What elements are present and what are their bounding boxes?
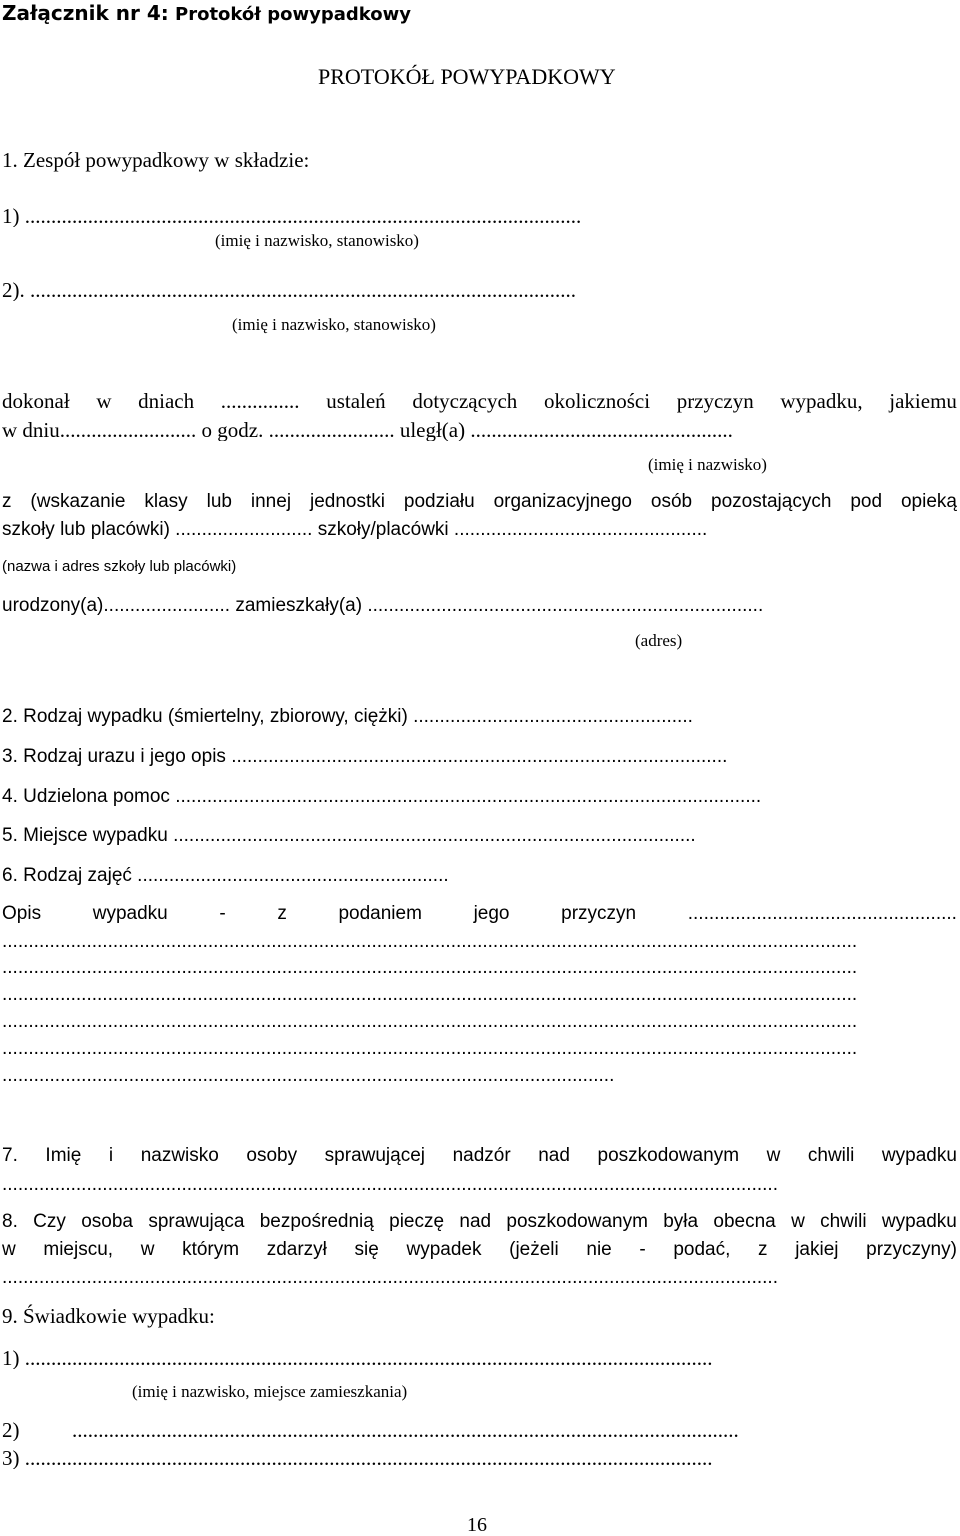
item-7-label: 7. Imię i nazwisko osoby sprawującej nadzór nad poszkodowanym w chwili wypadku xyxy=(2,1145,957,1166)
birth-address-field[interactable]: urodzony(a)........................ zamieszkały(a) ........................................................................... xyxy=(2,596,764,615)
description-label: Opis wypadku - z podaniem jego przyczyn ................................................... xyxy=(2,903,957,924)
witness-3-field[interactable]: 3) ................................................................................................................................... xyxy=(2,1448,713,1469)
team-member-1-caption: (imię i nazwisko, stanowisko) xyxy=(215,231,419,250)
page-number: 16 xyxy=(467,1514,487,1536)
victim-name-caption: (imię i nazwisko) xyxy=(648,455,767,474)
description-line[interactable]: .................................................................................................................... xyxy=(2,1066,615,1085)
description-line[interactable]: .................................................................................................................................................................. xyxy=(2,932,858,951)
accident-date-time-victim-field[interactable]: w dniu.......................... o godz. ........................ uległ(a) .................................................. xyxy=(2,420,733,441)
address-caption: (adres) xyxy=(635,631,683,650)
school-name-caption: (nazwa i adres szkoły lub placówki) xyxy=(2,558,237,575)
school-unit-field[interactable]: szkoły lub placówki) .......................... szkoły/placówki ................................................ xyxy=(2,520,708,539)
team-member-1-field[interactable]: 1) .......................................................................................................... xyxy=(2,206,582,227)
description-line[interactable]: .................................................................................................................................................................. xyxy=(2,958,858,977)
team-member-2-field[interactable]: 2). ........................................................................................................ xyxy=(2,280,576,301)
item-8-label-line-1: 8. Czy osoba sprawująca bezpośrednią pieczę nad poszkodowanym była obecna w chwili wypadku xyxy=(2,1211,957,1232)
body-line-1: dokonał w dniach ............... ustaleń dotyczących okoliczności przyczyn wypadku, jakiemu xyxy=(2,389,957,413)
supervisor-presence-field[interactable]: ................................................................................................................................................... xyxy=(2,1268,778,1287)
attachment-header xyxy=(2,3,411,24)
attachment-header-rest: Protokół powypadkowy xyxy=(168,4,411,25)
witness-1-caption: (imię i nazwisko, miejsce zamieszkania) xyxy=(132,1382,408,1401)
attachment-header-lead: Załącznik nr 4: xyxy=(2,1,169,25)
page-title: PROTOKÓŁ POWYPADKOWY xyxy=(318,64,616,89)
accident-type-field[interactable]: 2. Rodzaj wypadku (śmiertelny, zbiorowy, ciężki) ..................................................... xyxy=(2,707,693,726)
description-field-start[interactable]: ................................................... xyxy=(687,903,957,924)
witness-1-field[interactable]: 1) ................................................................................................................................... xyxy=(2,1348,713,1369)
description-line[interactable]: .................................................................................................................................................................. xyxy=(2,985,858,1004)
activity-type-field[interactable]: 6. Rodzaj zajęć ........................................................... xyxy=(2,866,449,885)
section-1-heading: 1. Zespół powypadkowy w składzie: xyxy=(2,148,310,172)
assistance-given-field[interactable]: 4. Udzielona pomoc ............................................................................................................... xyxy=(2,787,762,806)
accident-place-field[interactable]: 5. Miejsce wypadku ................................................................................................... xyxy=(2,826,696,845)
injury-type-field[interactable]: 3. Rodzaj urazu i jego opis .............................................................................................. xyxy=(2,747,728,766)
team-member-2-caption: (imię i nazwisko, stanowisko) xyxy=(232,315,436,334)
item-8-label-line-2: w miejscu, w którym zdarzył się wypadek (jeżeli nie - podać, z jakiej przyczyny) xyxy=(2,1239,957,1260)
description-line[interactable]: .................................................................................................................................................................. xyxy=(2,1039,858,1058)
description-line[interactable]: .................................................................................................................................................................. xyxy=(2,1012,858,1031)
supervisor-name-field[interactable]: ................................................................................................................................................... xyxy=(2,1175,778,1194)
inquiry-dates-field[interactable]: ............... xyxy=(220,389,300,413)
witnesses-heading: 9. Świadkowie wypadku: xyxy=(2,1304,215,1328)
witness-2-field[interactable]: 2) ............................................................................................................................... xyxy=(2,1420,739,1441)
body-line-3: z (wskazanie klasy lub innej jednostki podziału organizacyjnego osób pozostających pod opieką xyxy=(2,491,957,512)
